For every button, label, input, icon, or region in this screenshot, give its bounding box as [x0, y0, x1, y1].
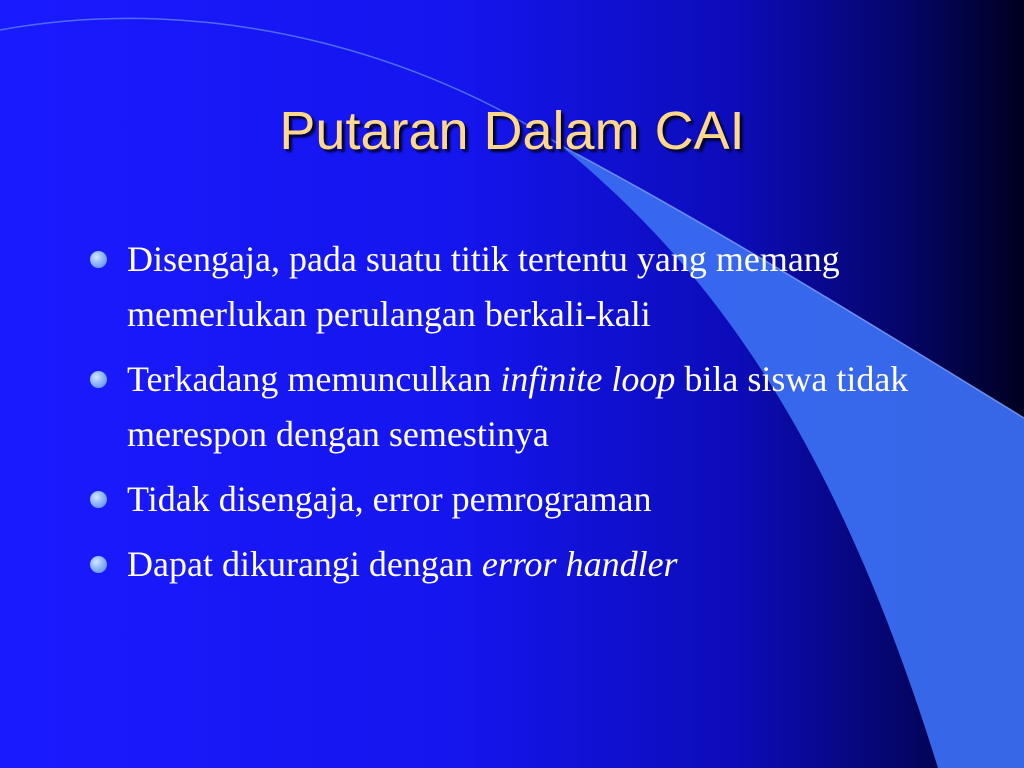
round-bullet-icon: [90, 251, 107, 268]
bullet-item: [90, 537, 920, 592]
round-bullet-icon: [90, 491, 107, 508]
round-bullet-icon: [90, 371, 107, 388]
bullet-text-start: Dapat dikurangi dengan: [127, 544, 482, 584]
bullet-list: [90, 232, 920, 602]
round-bullet-icon: [90, 556, 107, 573]
bullet-text-start: Terkadang memunculkan: [127, 359, 501, 399]
slide-title: Putaran Dalam CAI: [279, 101, 745, 161]
bullet-text-italic: infinite loop: [500, 359, 676, 399]
bullet-text: Tidak disengaja, error pemrograman: [127, 479, 652, 519]
bullet-item: [90, 232, 920, 342]
bullet-text: Disengaja, pada suatu titik tertentu yang memang memerlukan perulangan berkali-kali: [127, 239, 840, 334]
bullet-text-end: bila siswa tidak merespon dengan semestinya: [127, 359, 909, 454]
bullet-item: [90, 472, 920, 527]
bullet-text-italic: error handler: [481, 544, 678, 584]
bullet-item: [90, 352, 920, 462]
